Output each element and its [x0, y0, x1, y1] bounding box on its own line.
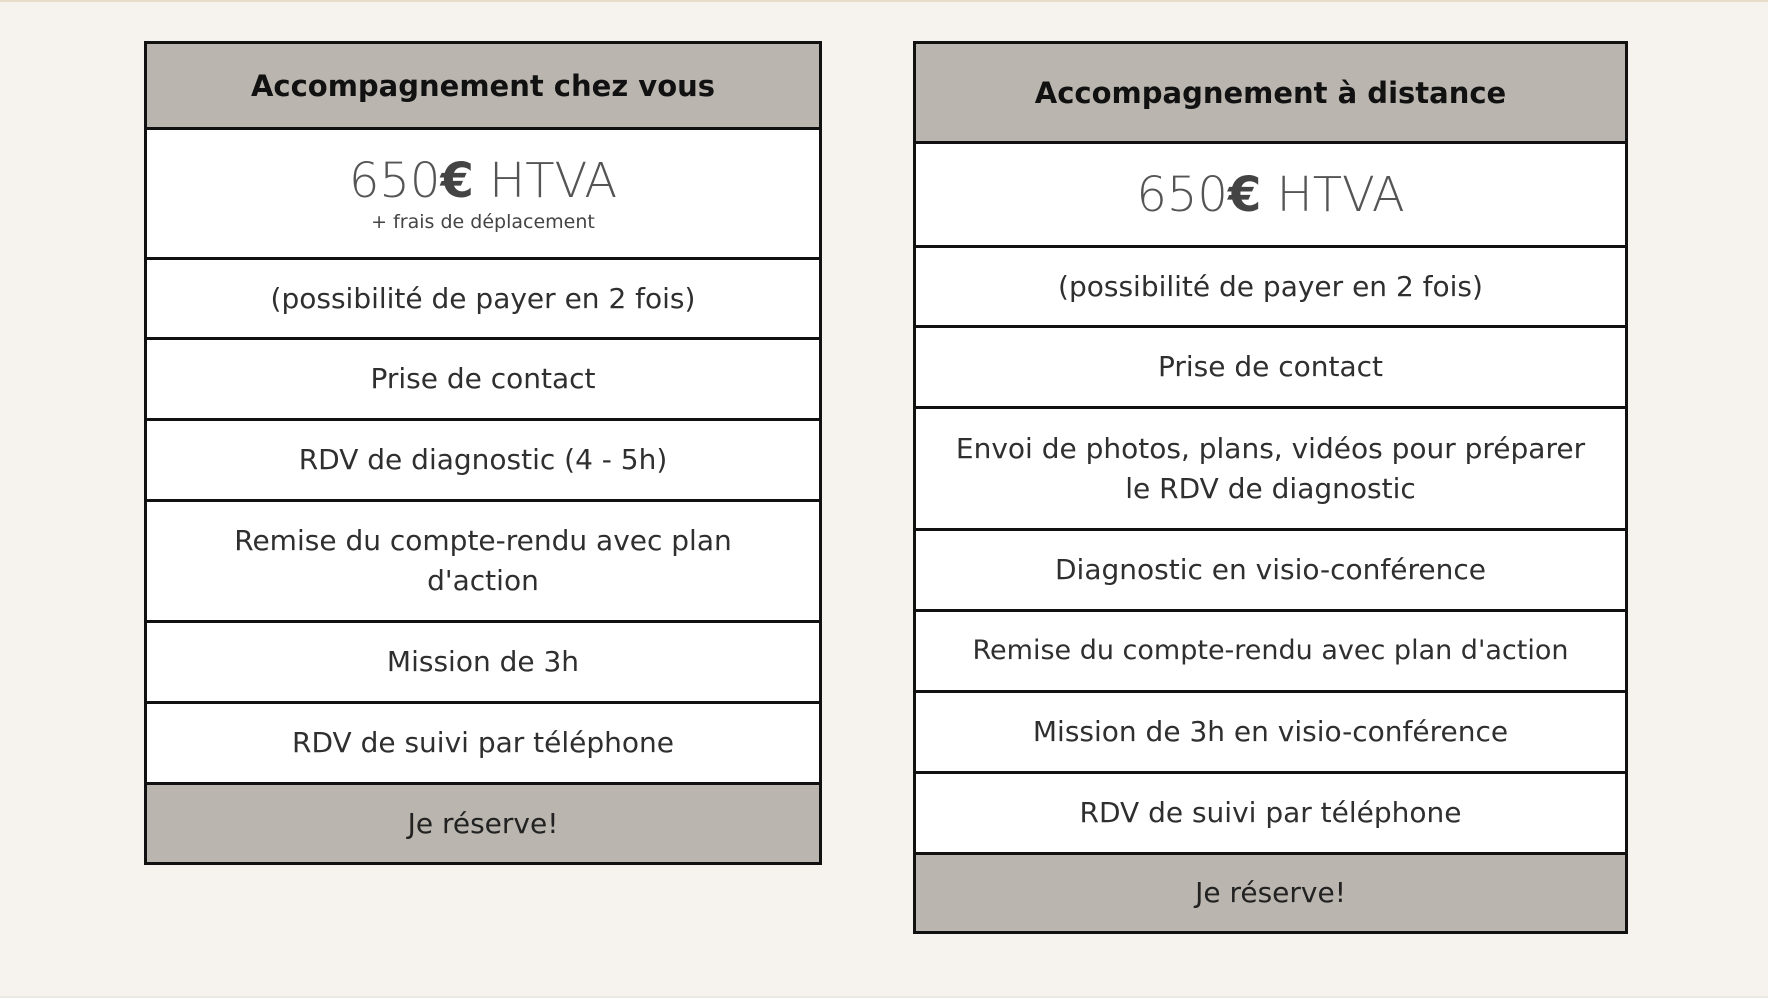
feature-row: [916, 690, 1625, 771]
price-currency: €: [440, 152, 474, 209]
feature-row: [916, 609, 1625, 690]
feature-row: [916, 325, 1625, 406]
price-tax: HTVA: [489, 152, 618, 209]
top-divider: [0, 0, 1768, 2]
price-tax: HTVA: [1276, 166, 1405, 223]
price-cell: [916, 141, 1625, 245]
price-amount: 650: [1136, 166, 1228, 223]
feature-text: Mission de 3h en visio-conférence: [1032, 715, 1509, 748]
feature-row: [916, 528, 1625, 609]
reserve-button[interactable]: [147, 782, 819, 862]
reserve-button-label: Je réserve!: [1195, 876, 1346, 909]
feature-text: Diagnostic en visio-conférence: [1055, 553, 1486, 586]
offer-card-home: [144, 41, 822, 865]
offer-title-text: Accompagnement à distance: [1034, 75, 1507, 110]
price-cell: [147, 127, 819, 257]
feature-text: Remise du compte-rendu avec plan d'action: [234, 524, 732, 597]
feature-text: (possibilité de payer en 2 fois): [270, 281, 696, 315]
reserve-button[interactable]: [916, 852, 1625, 931]
feature-text: Envoi de photos, plans, vidéos pour préparer le RDV de diagnostic: [955, 431, 1586, 505]
feature-row: [147, 257, 819, 337]
feature-row: [147, 620, 819, 701]
price-note: + frais de déplacement: [371, 210, 595, 233]
offer-title-text: Accompagnement chez vous: [250, 68, 716, 103]
offer-title: [916, 44, 1625, 141]
feature-text: Prise de contact: [370, 362, 596, 395]
reserve-button-label: Je réserve!: [407, 806, 559, 840]
offer-card-remote: [913, 41, 1628, 934]
feature-row: [147, 337, 819, 418]
price: [349, 153, 617, 209]
feature-text: Remise du compte-rendu avec plan d'action: [972, 635, 1569, 666]
feature-row: [147, 701, 819, 782]
price-currency: €: [1227, 166, 1262, 223]
offer-title: [147, 44, 819, 127]
feature-row: [147, 418, 819, 499]
feature-text: Prise de contact: [1157, 350, 1384, 383]
feature-text: RDV de suivi par téléphone: [1079, 796, 1462, 829]
feature-row: [916, 406, 1625, 528]
price: [1136, 167, 1404, 223]
feature-text: RDV de suivi par téléphone: [291, 726, 675, 759]
feature-text: RDV de diagnostic (4 - 5h): [298, 443, 668, 476]
feature-row: [916, 245, 1625, 325]
feature-row: [916, 771, 1625, 852]
price-amount: 650: [348, 152, 441, 209]
feature-row: [147, 499, 819, 620]
feature-text: (possibilité de payer en 2 fois): [1058, 269, 1483, 303]
feature-text: Mission de 3h: [386, 645, 580, 678]
